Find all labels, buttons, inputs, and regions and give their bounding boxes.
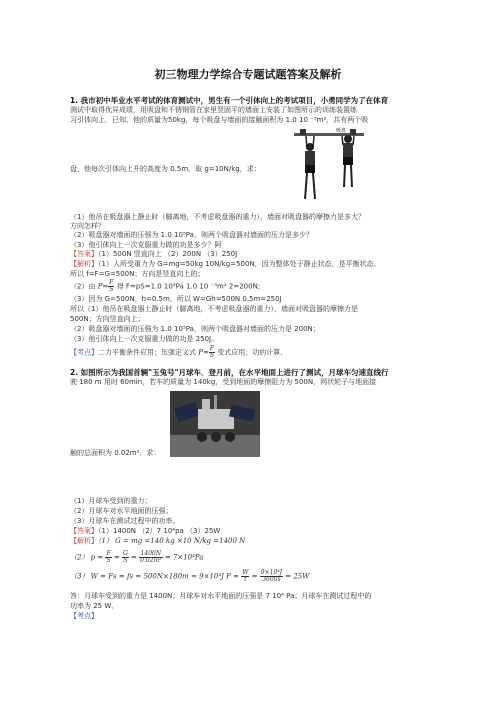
q1-analysis-3: （3）因为 G=500N，h=0.5m，所以 W=Gh=500N 0.5m=250J xyxy=(70,295,282,303)
point-tag: 【考点】 xyxy=(70,348,98,357)
q2-point xyxy=(70,612,98,621)
q2-answer: 【答案】（1）1400N （2）7 10⁴pa （3）25W xyxy=(70,527,221,535)
q2-sub-2: （2）月球车对水平地面的压强； xyxy=(70,507,173,515)
q1-analysis-1b: 所以 f=F=G=500N；方向是竖直向上的； xyxy=(70,270,205,278)
page-title: 初三物理力学综合专题试题答案及解析 xyxy=(154,68,342,81)
point-tag: 【考点】 xyxy=(70,612,98,620)
q1-sub-1: （1）他吊在吸盘器上静止时（脚离地，不考虑吸盘器的重力），墙面对吸盘器的摩擦力是多大？ xyxy=(70,213,365,221)
q1-line-1: 1. 我市初中毕业水平考试的体育测试中，男生有一个引体向上的考试项目，小勇同学为了在体育 xyxy=(70,96,389,105)
pull-up-figure xyxy=(292,127,366,205)
q2-conclusion: 答：月球车受到的重力是 1400N；月球车对水平地面的压强是 7 10⁴ Pa；月球车在测试过程中的 xyxy=(70,592,372,600)
q2-analysis-3: （3） W = Fs = fs = 500N×180m = 9×10⁴J P = $\frac{W}{t}$ = $\frac{\text{9×10⁴J}}{3600s}$ = 25W xyxy=(70,569,310,583)
q2-analysis-2: （2） p = $\frac{F}{S}$ = $\frac{G}{S}$ = $\frac{1400N}{\text{0.02m²}}$ = 7×10⁴Pa xyxy=(70,550,204,564)
q1-sub-2: （2）吸盘器对墙面的压强为 1.0 10⁵Pa，则两个吸盘器对墙面的压力是多少？ xyxy=(70,231,313,239)
suction-cup-label: 吸盘 xyxy=(336,128,347,134)
q1-result-1: 所以（1）他吊在吸盘器上静止时（脚离地，不考虑吸盘器的重力），墙面对吸盘器的摩擦力是 xyxy=(70,305,358,313)
answer-tag: 【答案】 xyxy=(70,250,98,258)
q1-result-2: （2）吸盘器对墙面的压强为 1.0 10⁵Pa，则两个吸盘器对墙面的压力是 200N； xyxy=(70,325,320,333)
lunar-rover-photo xyxy=(170,391,260,457)
q1-point: 【考点】二力平衡条件应用；压强定义式 P= $\frac{F}{S}$ 变式应用；功的计算． xyxy=(70,345,288,359)
analysis-tag: 【解析】 xyxy=(70,260,98,268)
analysis-tag: 【解析】 xyxy=(70,537,98,545)
q2-analysis-1: 【解析】（1） G = mg =140 kg ×10 N/kg =1400 N xyxy=(70,537,246,545)
q2-line-2: 驶 180 m 用时 60min，若车的质量为 140kg，受到地面的摩擦阻力为 500N，网状轮子与地面接 xyxy=(70,378,377,386)
q1-answer: 【答案】（1）500N 竖直向上 （2）200N （3）250J xyxy=(70,250,238,258)
q2-sub-1: （1）月球车受到的重力； xyxy=(70,497,152,505)
q1-line-4: 盘，他每次引体向上升的高度为 0.5m，取 g=10N/kg，求： xyxy=(70,165,261,173)
q1-line-3: 习引体向上．已知，他的质量为50kg，每个吸盘与墙面的接触面积为 1.0 10 ⁻³m²，共有两个吸 xyxy=(70,116,369,124)
q2-line-1: 2. 如图所示为我国首辆"玉兔号"月球车．登月前，在水平地面上进行了测试，月球车匀速直线行 xyxy=(70,368,389,377)
q1-result-1b: 500N；方向竖直向上； xyxy=(70,315,145,323)
q1-sub-3: （3）他引体向上一次克服重力做的功是多少？阿 xyxy=(70,241,222,249)
q2-conclusion-b: 功率为 25 W． xyxy=(70,602,119,610)
q1-result-3: （3）他引体向上一次克服重力做的功是 250J。 xyxy=(70,335,219,343)
q2-sub-3: （3）月球车在测试过程中的功率。 xyxy=(70,517,180,525)
q1-line-2: 测试中取得优异成绩，用吸盘和不锈钢管在家里竖固平的墙面上安装了如图所示的训练装置练 xyxy=(70,106,357,114)
q1-analysis: 【解析】（1）人所受重力为 G=mg=50kg 10N/kg=500N，因为整体处于静止状态，是平衡状态， xyxy=(70,260,381,268)
q1-analysis-2: （2）由 P= $\frac{F}{S}$ 得 F=pS=1.0 10⁵Pa 1.0 10 ⁻³m² 2=200N; xyxy=(70,279,261,293)
answer-tag: 【答案】 xyxy=(70,527,98,535)
q2-line-3: 触的总面积为 0.02m²．求： xyxy=(70,449,161,457)
q1-sub-1b: 方向怎样？ xyxy=(70,222,105,230)
